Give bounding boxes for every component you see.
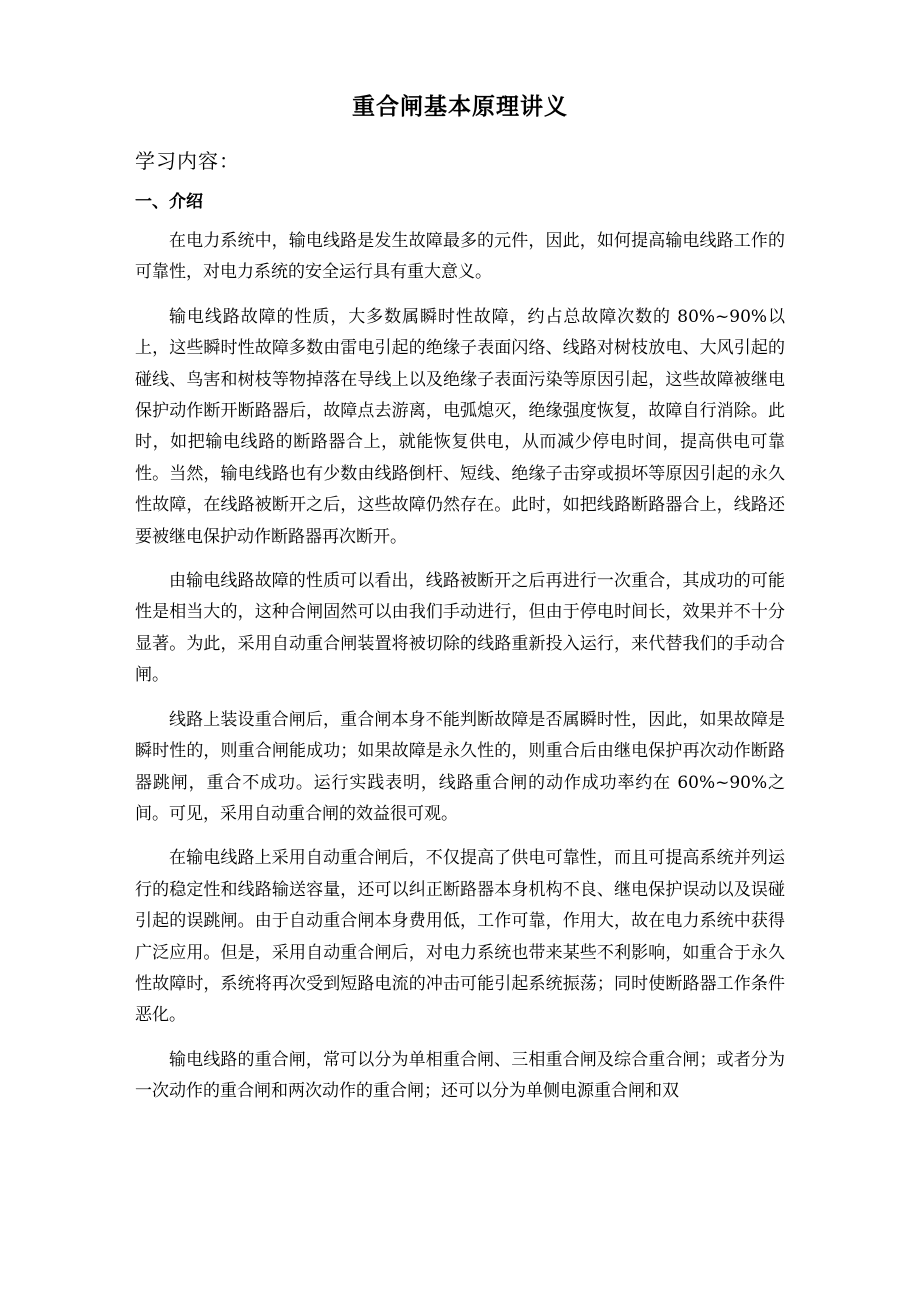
- subheading: 学习内容：: [135, 149, 240, 173]
- section-heading: 一、介绍: [135, 192, 203, 212]
- body-text: [135, 226, 785, 1121]
- paragraph: 由输电线路故障的性质可以看出，线路被断开之后再进行一次重合，其成功的可能性是相当大的，这种合闸固然可以由我们手动进行，但由于停电时间长，效果并不十分显著。为此，采用自动重合闸装置将被切除的线路重新投入运行，来代替我们的手动合闸。: [135, 571, 785, 686]
- paragraph: 线路上装设重合闸后，重合闸本身不能判断故障是否属瞬时性，因此，如果故障是瞬时性的，则重合闸能成功；如果故障是永久性的，则重合后由继电保护再次动作断路器跳闸，重合不成功。运行实践表明，线路重合闸的动作成功率约在 60%~90%之间。可见，采用自动重合闸的效益很可观。: [135, 709, 785, 824]
- document-title: 重合闸基本原理讲义: [352, 93, 568, 120]
- paragraph: 输电线路故障的性质，大多数属瞬时性故障，约占总故障次数的 80%~90%以上，这些瞬时性故障多数由雷电引起的绝缘子表面闪络、线路对树枝放电、大风引起的碰线、鸟害和树枝等物掉落在导线上以及绝缘子表面污染等原因引起，这些故障被继电保护动作断开断路器后，故障点去游离，电弧熄灭，绝缘强度恢复，故障自行消除。此时，如把输电线路的断路器合上，就能恢复供电，从而减少停电时间，提高供电可靠性。当然，输电线路也有少数由线路倒杆、短线、绝缘子击穿或损坏等原因引起的永久性故障，在线路被断开之后，这些故障仍然存在。此时，如把线路断路器合上，线路还要被继电保护动作断路器再次断开。: [135, 306, 785, 547]
- paragraph: 在输电线路上采用自动重合闸后，不仅提高了供电可靠性，而且可提高系统并列运行的稳定性和线路输送容量，还可以纠正断路器本身机构不良、继电保护误动以及误碰引起的误跳闸。由于自动重合闸本身费用低，工作可靠，作用大，故在电力系统中获得广泛应用。但是，采用自动重合闸后，对电力系统也带来某些不利影响，如重合于永久性故障时，系统将再次受到短路电流的冲击可能引起系统振荡；同时使断路器工作条件恶化。: [135, 848, 785, 1026]
- paragraph: 输电线路的重合闸，常可以分为单相重合闸、三相重合闸及综合重合闸；或者分为一次动作的重合闸和两次动作的重合闸；还可以分为单侧电源重合闸和双: [135, 1049, 785, 1102]
- paragraph: 在电力系统中，输电线路是发生故障最多的元件，因此，如何提高输电线路工作的可靠性，对电力系统的安全运行具有重大意义。: [135, 231, 785, 283]
